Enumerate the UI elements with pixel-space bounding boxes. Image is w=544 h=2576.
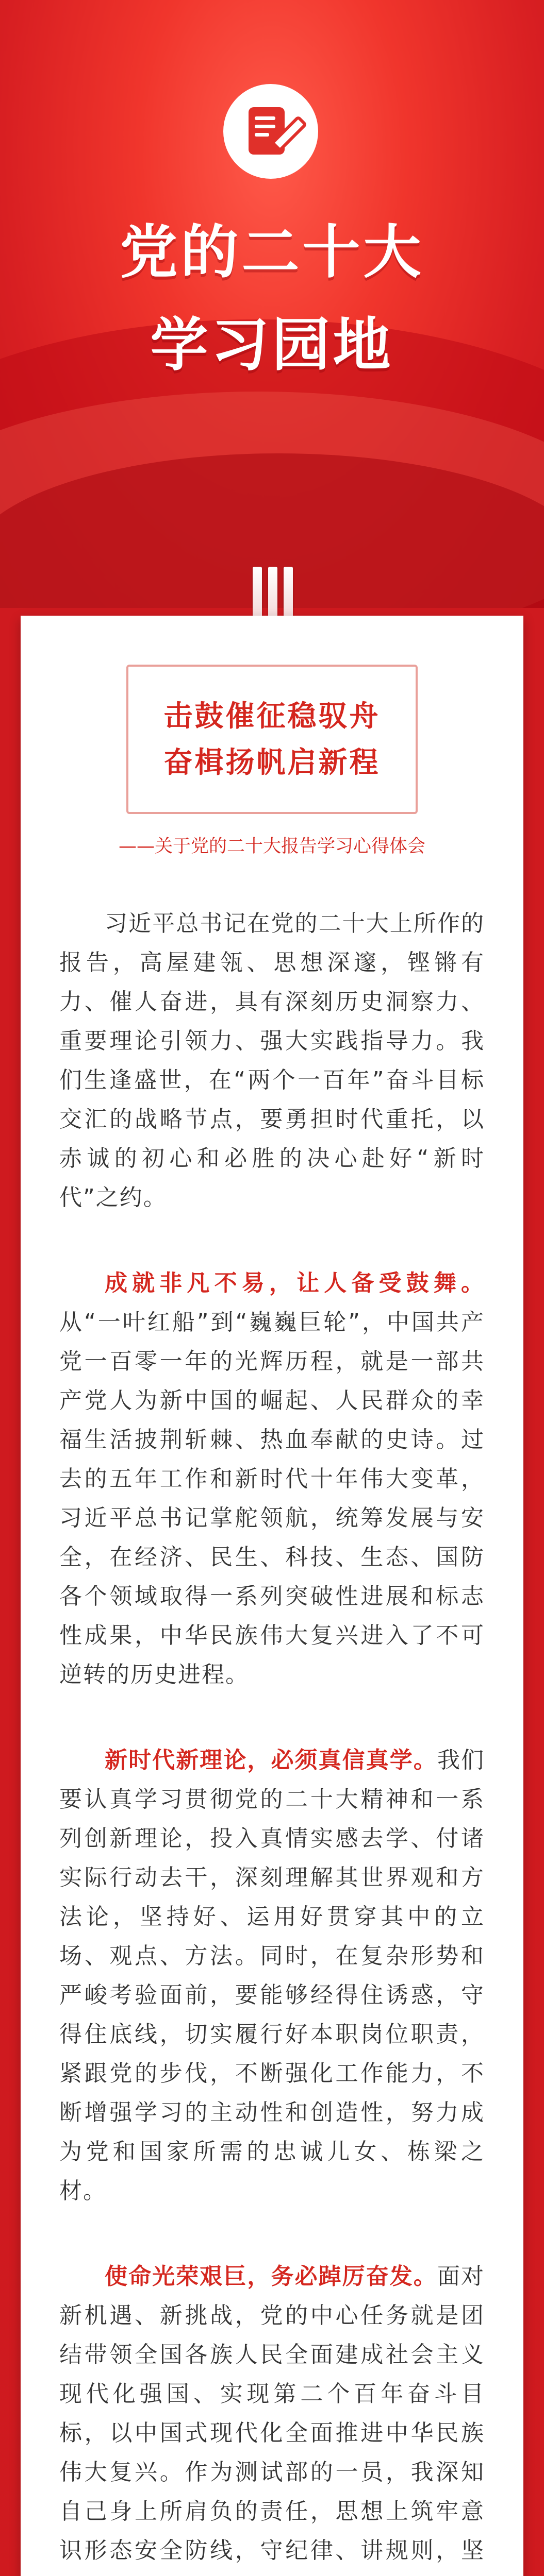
binder-connector [253,567,262,623]
paragraph-text: 面对新机遇、新挑战，党的中心任务就是团结带领全国各族人民全面建成社会主义现代化强国、实现第二个百年奋斗目标，以中国式现代化全面推进中华民族伟大复兴。作为测试部的一员，我深知自己身上所肩负的责任，思想上筑牢意识形态安全防线，守纪律、讲规则，坚 [59,2263,485,2564]
page-title-line1: 党的二十大 [120,219,424,286]
paragraph [59,2257,485,2576]
paragraph-text: 我们要认真学习贯彻党的二十大精神和一系列创新理论，投入真情实感去学、付诸实际行动去干，深刻理解其世界观和方法论，坚持好、运用好贯穿其中的立场、观点、方法。同时，在复杂形势和严峻考验面前，要能够经得住诱惑，守得住底线，切实履行好本职岗位职责，紧跟党的步伐，不断强化工作能力，不断增强学习的主动性和创造性，努力成为党和国家所需的忠诚儿女、栋梁之材。 [59,1747,485,2204]
paragraph [59,1741,485,2211]
subtitle-line1: 击鼓催征稳驭舟 [163,699,381,733]
binder-connector [284,567,293,623]
paragraph-lead: 成就非凡不易，让人备受鼓舞。 [105,1270,485,1296]
document-pen-icon [222,82,320,180]
page-title-line2: 学习园地 [150,312,394,379]
article-byline: ——关于党的二十大报告学习心得体会 [118,836,425,857]
paragraph [59,1264,485,1694]
paragraph-text: 习近平总书记在党的二十大上所作的报告，高屋建瓴、思想深邃，铿锵有力、催人奋进，具有深刻历史洞察力、重要理论引领力、强大实践指导力。我们生逢盛世，在“两个一百年”奋斗目标交汇的战略节点，要勇担时代重托，以赤诚的初心和必胜的决心赴好“新时代”之约。 [59,910,485,1211]
paragraph-lead: 使命光荣艰巨，务必踔厉奋发。 [105,2263,437,2290]
header-banner [0,0,544,608]
article-body [59,904,485,2576]
subtitle-line2: 奋楫扬帆启新程 [163,745,381,779]
subtitle-box [126,665,418,814]
binder-connector [268,567,277,623]
article-card [21,616,523,2576]
paragraph-text: 从“一叶红船”到“巍巍巨轮”，中国共产党一百零一年的光辉历程，就是一部共产党人为新中国的崛起、人民群众的幸福生活披荆斩棘、热血奉献的史诗。过去的五年工作和新时代十年伟大变革，习近平总书记掌舵领航，统筹发展与安全，在经济、民生、科技、生态、国防各个领域取得一系列突破性进展和标志性成果，中华民族伟大复兴进入了不可逆转的历史进程。 [59,1309,485,1688]
paragraph-lead: 新时代新理论，必须真信真学。 [105,1747,437,1773]
paragraph [59,904,485,1217]
